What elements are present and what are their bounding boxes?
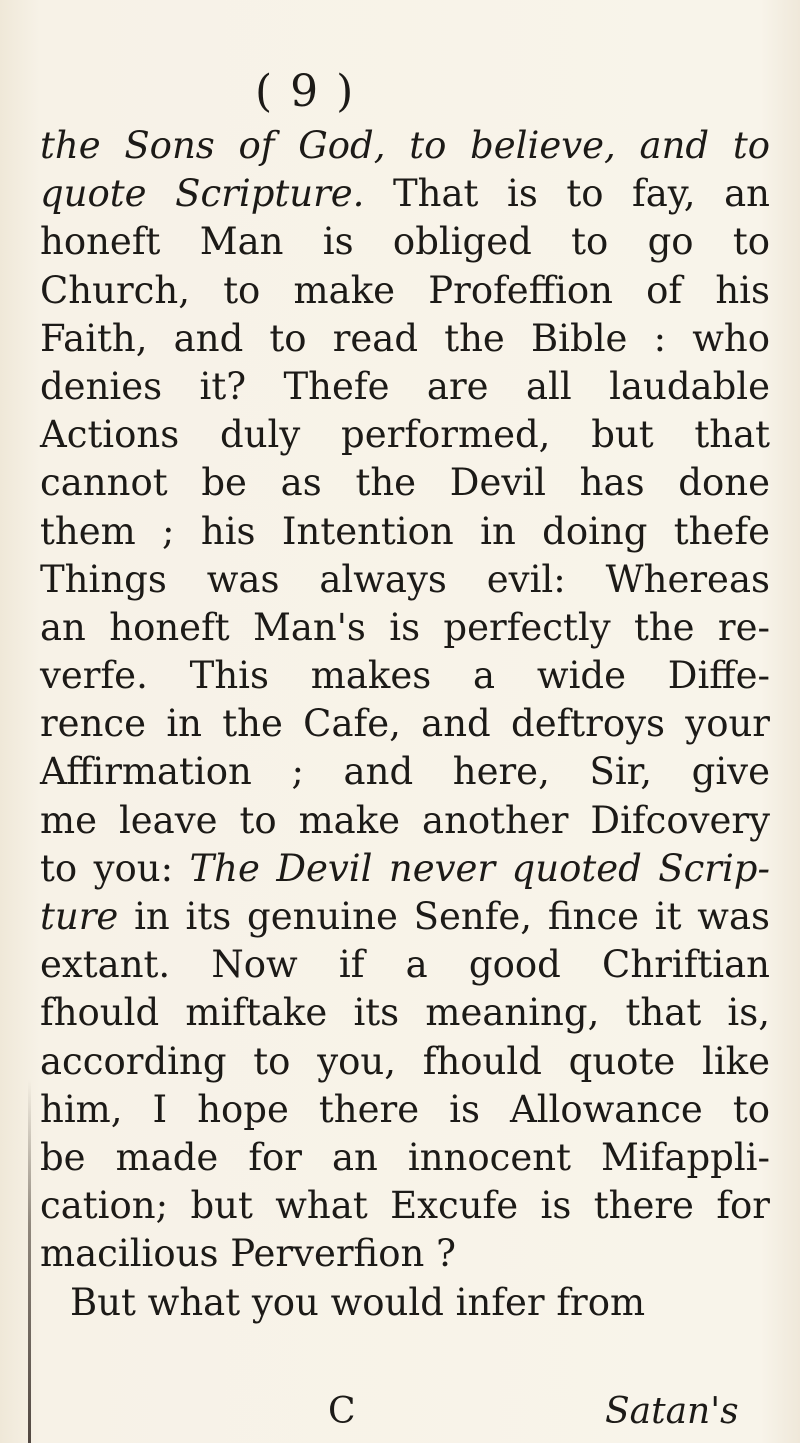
text-line: [40, 941, 770, 989]
text-line: [40, 411, 770, 459]
text-line: [40, 845, 770, 893]
text-segment: honeft Man is obliged to go to: [40, 220, 770, 264]
text-line: [40, 1134, 770, 1182]
text-line: [40, 604, 770, 652]
text-line: [40, 1038, 770, 1086]
text-line: [40, 363, 770, 411]
text-line: [40, 508, 770, 556]
signature-mark: C: [328, 1391, 356, 1432]
text-line: [40, 1279, 770, 1327]
text-segment: according to you, fhould quote like: [40, 1039, 770, 1083]
text-line: [40, 556, 770, 604]
text-segment: him, I hope there is Allowance to: [40, 1087, 770, 1131]
text-segment: Faith, and to read the Bible : who: [40, 316, 770, 360]
text-line: [40, 893, 770, 941]
text-line: [40, 1182, 770, 1230]
text-segment: an honeft Man's is perfectly the re-: [40, 605, 770, 649]
text-line: [40, 122, 770, 170]
text-line: [40, 267, 770, 315]
text-segment: in its genuine Senfe, fince it was: [118, 895, 770, 938]
text-segment: cation; but what Excufe is there for: [40, 1184, 770, 1228]
text-segment: Affirmation ; and here, Sir, give: [40, 750, 770, 794]
text-segment: fhould miftake its meaning, that is,: [40, 991, 770, 1035]
text-line: [40, 170, 770, 218]
catchword: Satan's: [605, 1391, 739, 1432]
text-line: [40, 459, 770, 507]
text-segment: But what you would infer from: [70, 1280, 646, 1324]
text-line: [40, 1230, 770, 1278]
body-text: [40, 122, 770, 1327]
text-line: [40, 652, 770, 700]
text-segment: Church, to make Profeffion of his: [40, 268, 770, 312]
text-segment: The Devil never quoted Scrip-: [189, 846, 770, 890]
text-segment: verfe. This makes a wide Diffe-: [40, 654, 770, 698]
text-line: [40, 748, 770, 796]
text-line: [40, 1086, 770, 1134]
text-line: [40, 700, 770, 748]
text-segment: Actions duly performed, but that: [40, 413, 770, 457]
gutter-shadow: [28, 1080, 31, 1443]
text-segment: ture: [40, 895, 119, 938]
text-segment: be made for an innocent Mifappli-: [40, 1135, 770, 1179]
text-segment: quote Scripture.: [40, 172, 365, 216]
text-segment: extant. Now if a good Chriftian: [40, 943, 770, 987]
text-segment: the Sons of God, to believe, and to: [40, 124, 770, 167]
text-line: [40, 989, 770, 1037]
page-number: ( 9 ): [255, 66, 356, 117]
text-segment: Things was always evil: Whereas: [40, 557, 770, 601]
text-segment: macilious Perverfion ?: [40, 1232, 456, 1276]
text-line: [40, 797, 770, 845]
text-segment: cannot be as the Devil has done: [40, 461, 770, 505]
text-segment: me leave to make another Difcovery: [40, 798, 770, 842]
text-line: [40, 218, 770, 266]
text-segment: rence in the Cafe, and deftroys your: [40, 702, 770, 746]
text-segment: That is to fay, an: [364, 172, 770, 216]
text-segment: them ; his Intention in doing thefe: [40, 509, 770, 553]
text-line: [40, 315, 770, 363]
text-segment: to you:: [40, 846, 190, 890]
text-segment: denies it? Thefe are all laudable: [40, 364, 770, 408]
